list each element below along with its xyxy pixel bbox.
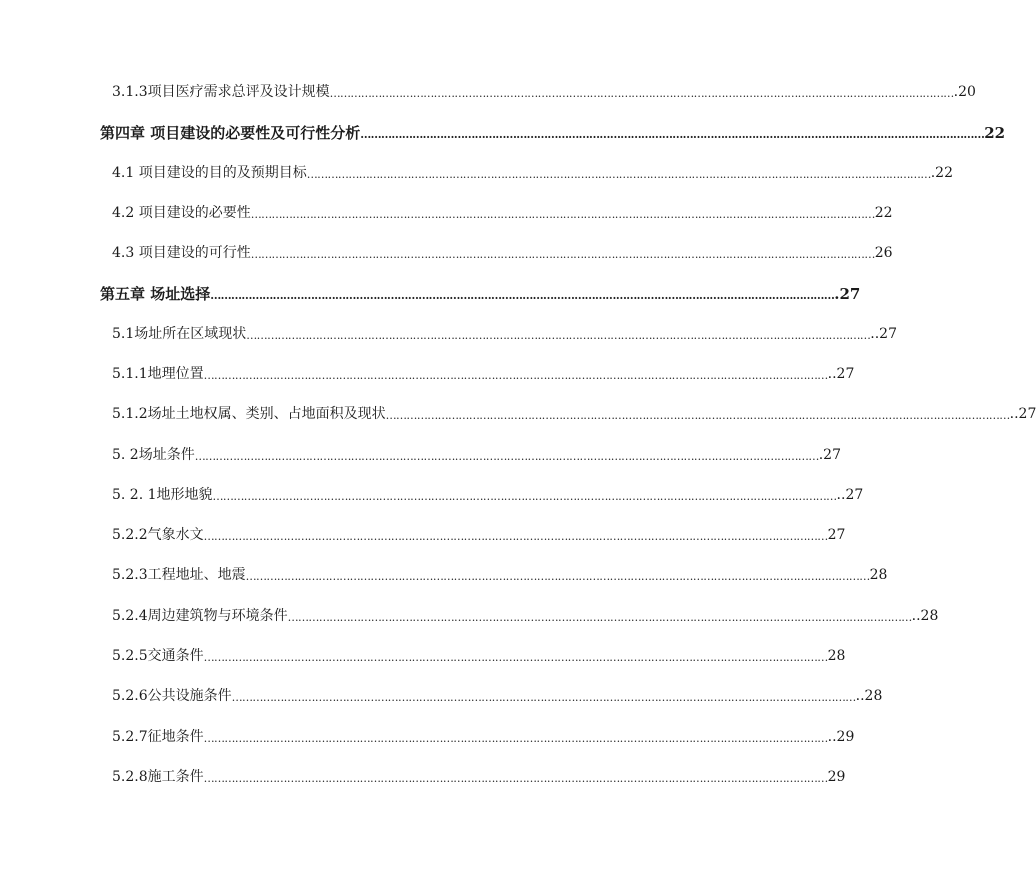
- toc-entry-title: 5.2.6公共设施条件: [112, 688, 232, 704]
- toc-leader-dots: ………………………………………………………………………………………………………………………………………………………………: [250, 248, 875, 261]
- toc-entry-page: .27: [834, 285, 861, 303]
- toc-entry-page: 28: [827, 648, 846, 664]
- toc-entry-title: 5.2.4周边建筑物与环境条件: [112, 608, 288, 624]
- toc-entry: [112, 80, 976, 102]
- toc-entry-page: .27: [818, 447, 841, 463]
- toc-chapter: [100, 282, 861, 304]
- toc-leader-dots: ………………………………………………………………………………………………………………………………………………………………: [203, 651, 828, 664]
- toc-leader-dots: ………………………………………………………………………………………………………………………………………………………………: [212, 490, 837, 503]
- toc-entry: [112, 523, 846, 545]
- toc-entry-title: 5. 2. 1地形地貌: [112, 487, 213, 503]
- toc-entry-page: 22: [984, 124, 1006, 142]
- toc-leader-dots: ………………………………………………………………………………………………………………………………………………………………: [210, 289, 835, 302]
- toc-entry: [112, 644, 846, 666]
- toc-entry-page: 27: [827, 527, 846, 543]
- toc-entry-page: 29: [827, 769, 846, 785]
- toc-entry-title: 4.2 项目建设的必要性: [112, 205, 251, 221]
- toc-leader-dots: ………………………………………………………………………………………………………………………………………………………………: [203, 530, 828, 543]
- toc-entry-page: ..27: [827, 366, 855, 382]
- toc-entry: [112, 443, 841, 465]
- toc-leader-dots: ………………………………………………………………………………………………………………………………………………………………: [329, 87, 954, 100]
- toc-entry: [112, 765, 846, 787]
- toc-entry-page: ..27: [1009, 406, 1036, 422]
- toc-entry-title: 3.1.3项目医疗需求总评及设计规模: [112, 84, 330, 100]
- toc-entry-title: 第四章 项目建设的必要性及可行性分析: [100, 124, 361, 142]
- toc-entry-page: .20: [953, 84, 976, 100]
- toc-leader-dots: ………………………………………………………………………………………………………………………………………………………………: [194, 450, 819, 463]
- toc-entry-title: 5.2.2气象水文: [112, 527, 204, 543]
- toc-entry-page: .22: [930, 165, 953, 181]
- toc-leader-dots: ………………………………………………………………………………………………………………………………………………………………: [250, 208, 875, 221]
- toc-leader-dots: ………………………………………………………………………………………………………………………………………………………………: [231, 691, 856, 704]
- toc-entry: [112, 241, 893, 263]
- toc-entry-page: ..28: [911, 608, 939, 624]
- toc-entry: [112, 322, 897, 344]
- toc-entry: [112, 563, 888, 585]
- toc-chapter: [100, 121, 1006, 143]
- toc-entry-page: ..29: [827, 729, 855, 745]
- toc-leader-dots: ………………………………………………………………………………………………………………………………………………………………: [203, 369, 828, 382]
- toc-leader-dots: ………………………………………………………………………………………………………………………………………………………………: [203, 732, 828, 745]
- toc-entry-title: 4.3 项目建设的可行性: [112, 245, 251, 261]
- toc-entry: [112, 684, 883, 706]
- toc-entry-page: 26: [874, 245, 893, 261]
- toc-entry-title: 5.2.7征地条件: [112, 729, 204, 745]
- toc-entry: [112, 201, 893, 223]
- toc-entry-page: ..27: [836, 487, 864, 503]
- toc-leader-dots: ………………………………………………………………………………………………………………………………………………………………: [306, 168, 931, 181]
- toc-entry: [112, 604, 939, 626]
- toc-leader-dots: ………………………………………………………………………………………………………………………………………………………………: [246, 329, 871, 342]
- toc-entry: [112, 161, 953, 183]
- toc-entry-title: 5.1.2场址土地权属、类别、占地面积及现状: [112, 406, 386, 422]
- toc-entry-title: 5.1.1地理位置: [112, 366, 204, 382]
- toc-leader-dots: ………………………………………………………………………………………………………………………………………………………………: [245, 570, 870, 583]
- toc-entry-title: 5.1场址所在区域现状: [112, 326, 247, 342]
- toc-leader-dots: ………………………………………………………………………………………………………………………………………………………………: [360, 128, 985, 141]
- toc-entry: [112, 483, 864, 505]
- toc-entry-title: 5.2.8施工条件: [112, 769, 204, 785]
- toc-entry-page: ..27: [870, 326, 897, 342]
- toc-leader-dots: ………………………………………………………………………………………………………………………………………………………………: [203, 772, 828, 785]
- toc-entry-title: 5.2.5交通条件: [112, 648, 204, 664]
- toc-entry-title: 5. 2场址条件: [112, 447, 195, 463]
- toc-entry-page: 28: [869, 567, 888, 583]
- toc-entry: [112, 362, 855, 384]
- toc-entry: [112, 402, 1036, 424]
- toc-entry-title: 5.2.3工程地址、地震: [112, 567, 246, 583]
- toc-entry-page: ..28: [855, 688, 883, 704]
- toc-entry-title: 4.1 项目建设的目的及预期目标: [112, 165, 307, 181]
- toc-leader-dots: ………………………………………………………………………………………………………………………………………………………………: [287, 611, 912, 624]
- toc-entry-title: 第五章 场址选择: [100, 285, 211, 303]
- toc-leader-dots: ………………………………………………………………………………………………………………………………………………………………: [385, 409, 1010, 422]
- toc-entry-page: 22: [874, 205, 893, 221]
- toc-entry: [112, 725, 855, 747]
